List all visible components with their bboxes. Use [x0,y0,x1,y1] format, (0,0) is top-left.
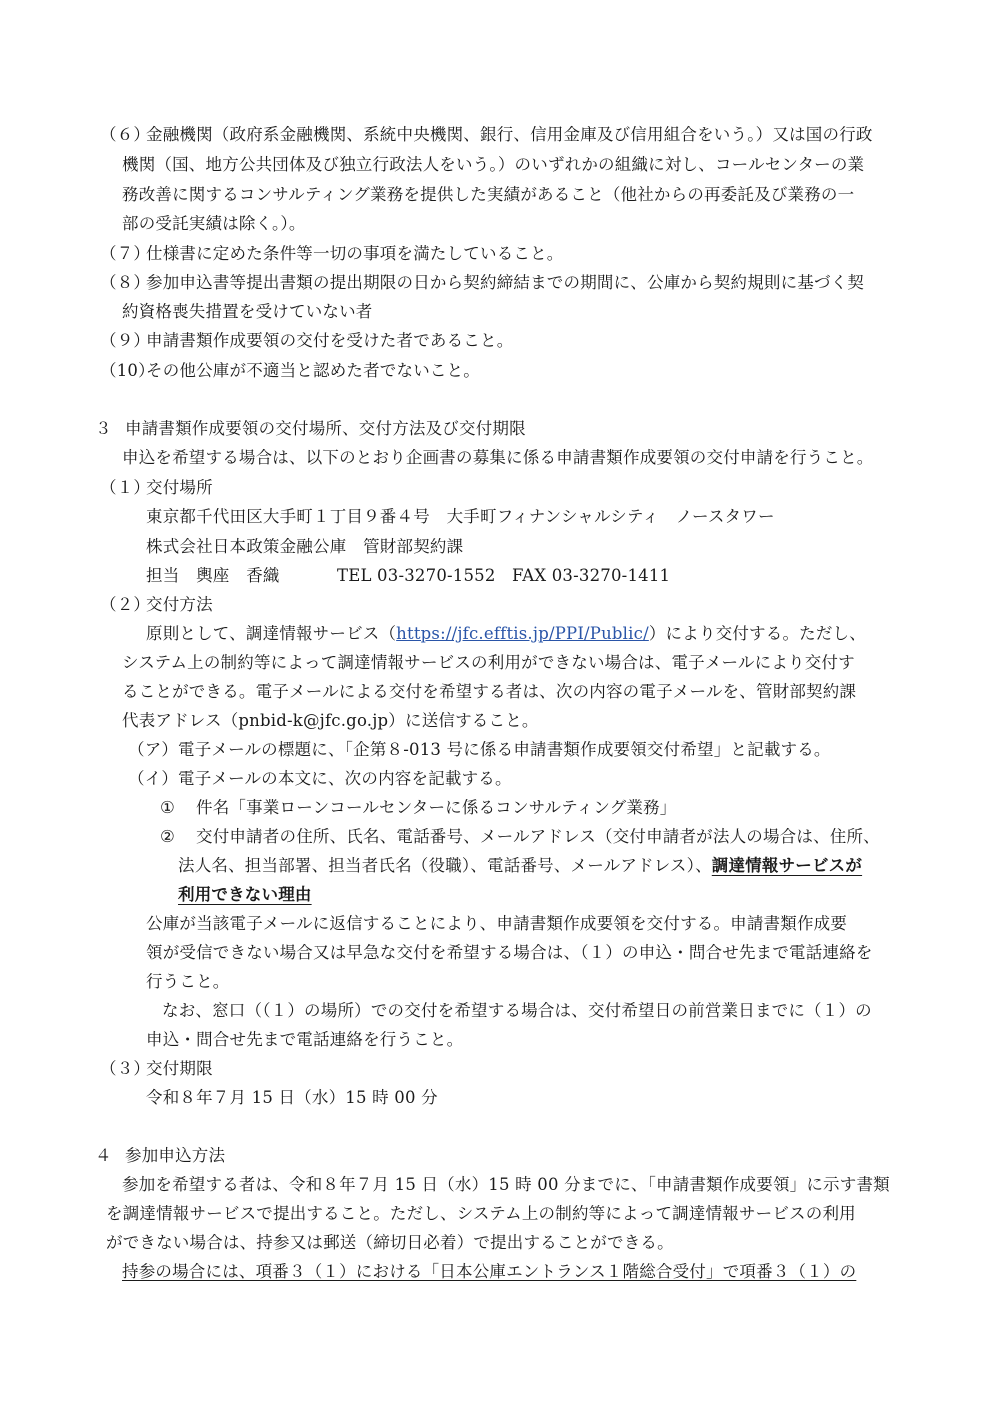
item-8-line-2: 約資格喪失措置を受けていない者 [122,302,373,321]
method-p3-line-1: なお、窓口（（１）の場所）での交付を希望する場合は、交付希望日の前営業日までに（１）の [162,1001,872,1020]
section-4-p2-underlined: 持参の場合には、項番３（１）における「日本公庫エントランス１階総合受付」で項番３（１）の [122,1262,857,1281]
circle-2-emphasis-2: 利用できない理由 [178,885,312,904]
section-3-heading: 申請書類作成要領の交付場所、交付方法及び交付期限 [125,419,526,438]
section-3-1-title: 交付場所 [146,478,213,497]
method-p1-line-2: システム上の制約等によって調達情報サービスの利用ができない場合は、電子メールにより交付す [122,653,855,672]
place-contact: 担当 輿座 香織 [146,566,280,585]
sub-a-text: 電子メールの標題に、「企第８-013 号に係る申請書類作成要領交付希望」と記載する。 [178,740,831,759]
efftis-link[interactable]: https://jfc.efftis.jp/PPI/Public/ [396,624,649,643]
place-tel: TEL 03-3270-1552 [337,566,496,585]
place-org: 株式会社日本政策金融公庫 管財部契約課 [146,537,464,556]
section-3-3-title: 交付期限 [146,1059,213,1078]
circle-1-marker: ① [160,798,175,817]
section-3-intro: 申込を希望する場合は、以下のとおり企画書の募集に係る申請書類作成要領の交付申請を行うこと。 [122,448,874,467]
section-3-3-marker: （３） [100,1059,151,1078]
section-3-2-title: 交付方法 [146,595,213,614]
circle-1-text: 件名「事業ローンコールセンターに係るコンサルティング業務」 [196,798,677,817]
item-9-text: 申請書類作成要領の交付を受けた者であること。 [146,331,514,350]
section-3-2-marker: （２） [100,595,151,614]
section-4-heading: 参加申込方法 [125,1146,226,1165]
circle-2-line-2 [178,856,862,876]
item-9-marker: （９） [100,331,151,350]
method-p1-line-3: ることができる。電子メールによる交付を希望する者は、次の内容の電子メールを、管財部契約課 [122,682,857,701]
method-p1-line-4: 代表アドレス（pnbid-k@jfc.go.jp）に送信すること。 [122,711,539,730]
item-6-line-2: 機関（国、地方公共団体及び独立行政法人をいう。）のいずれかの組織に対し、コールセンターの業 [122,155,865,174]
item-6-line-3: 務改善に関するコンサルティング業務を提供した実績があること（他社からの再委託及び業務の一 [122,185,855,204]
item-7-text: 仕様書に定めた条件等一切の事項を満たしていること。 [146,244,564,263]
section-4-number: ４ [95,1146,112,1165]
item-10-text: その他公庫が不適当と認めた者でないこと。 [146,361,480,380]
item-6-line-4: 部の受託実績は除く。）。 [122,214,306,233]
item-8-marker: （８） [100,273,151,292]
item-6-line-1: 金融機関（政府系金融機関、系統中央機関、銀行、信用金庫及び信用組合をいう。）又は国の行政 [146,125,873,144]
sub-i-text: 電子メールの本文に、次の内容を記載する。 [178,769,512,788]
circle-2-marker: ② [160,827,175,846]
sub-a-marker: （ア） [128,740,179,759]
section-3-1-marker: （１） [100,478,151,497]
item-8-line-1: 参加申込書等提出書類の提出期限の日から契約締結までの期間に、公庫から契約規則に基づく契 [146,273,865,292]
method-p3-line-2: 申込・問合せ先まで電話連絡を行うこと。 [146,1030,464,1049]
method-p2-line-1: 公庫が当該電子メールに返信することにより、申請書類作成要領を交付する。申請書類作成要 [146,914,848,933]
section-4-p1-line-2: を調達情報サービスで提出すること。ただし、システム上の制約等によって調達情報サービスの利用 [106,1204,856,1223]
method-p1-post: ）により交付する。ただし、 [648,624,866,643]
section-4-p1-line-1: 参加を希望する者は、令和８年７月 15 日（水）15 時 00 分までに、「申請書類作成要領」に示す書類 [122,1175,890,1194]
deadline-value: 令和８年７月 15 日（水）15 時 00 分 [146,1088,438,1107]
circle-2-line-2-text: 法人名、担当部署、担当者氏名（役職）、電話番号、メールアドレス）、 [178,856,712,875]
circle-2-line-1: 交付申請者の住所、氏名、電話番号、メールアドレス（交付申請者が法人の場合は、住所、 [196,827,880,846]
place-address: 東京都千代田区大手町１丁目９番４号 大手町フィナンシャルシティ ノースタワー [146,507,775,526]
method-p1-pre: 原則として、調達情報サービス（ [146,624,397,643]
item-10-marker: （10） [100,361,155,380]
section-4-p1-line-3: ができない場合は、持参又は郵送（締切日必着）で提出することができる。 [106,1233,674,1252]
sub-i-marker: （イ） [128,769,179,788]
method-p1-line-1 [146,624,866,644]
circle-2-emphasis-1: 調達情報サービスが [711,856,863,875]
item-7-marker: （７） [100,244,151,263]
place-fax: FAX 03-3270-1411 [512,566,671,585]
section-3-number: ３ [95,419,112,438]
method-p2-line-2: 領が受信できない場合又は早急な交付を希望する場合は、（１）の申込・問合せ先まで電話連絡を [146,943,873,962]
method-p2-line-3: 行うこと。 [146,972,230,991]
item-6-marker: （６） [100,125,151,144]
